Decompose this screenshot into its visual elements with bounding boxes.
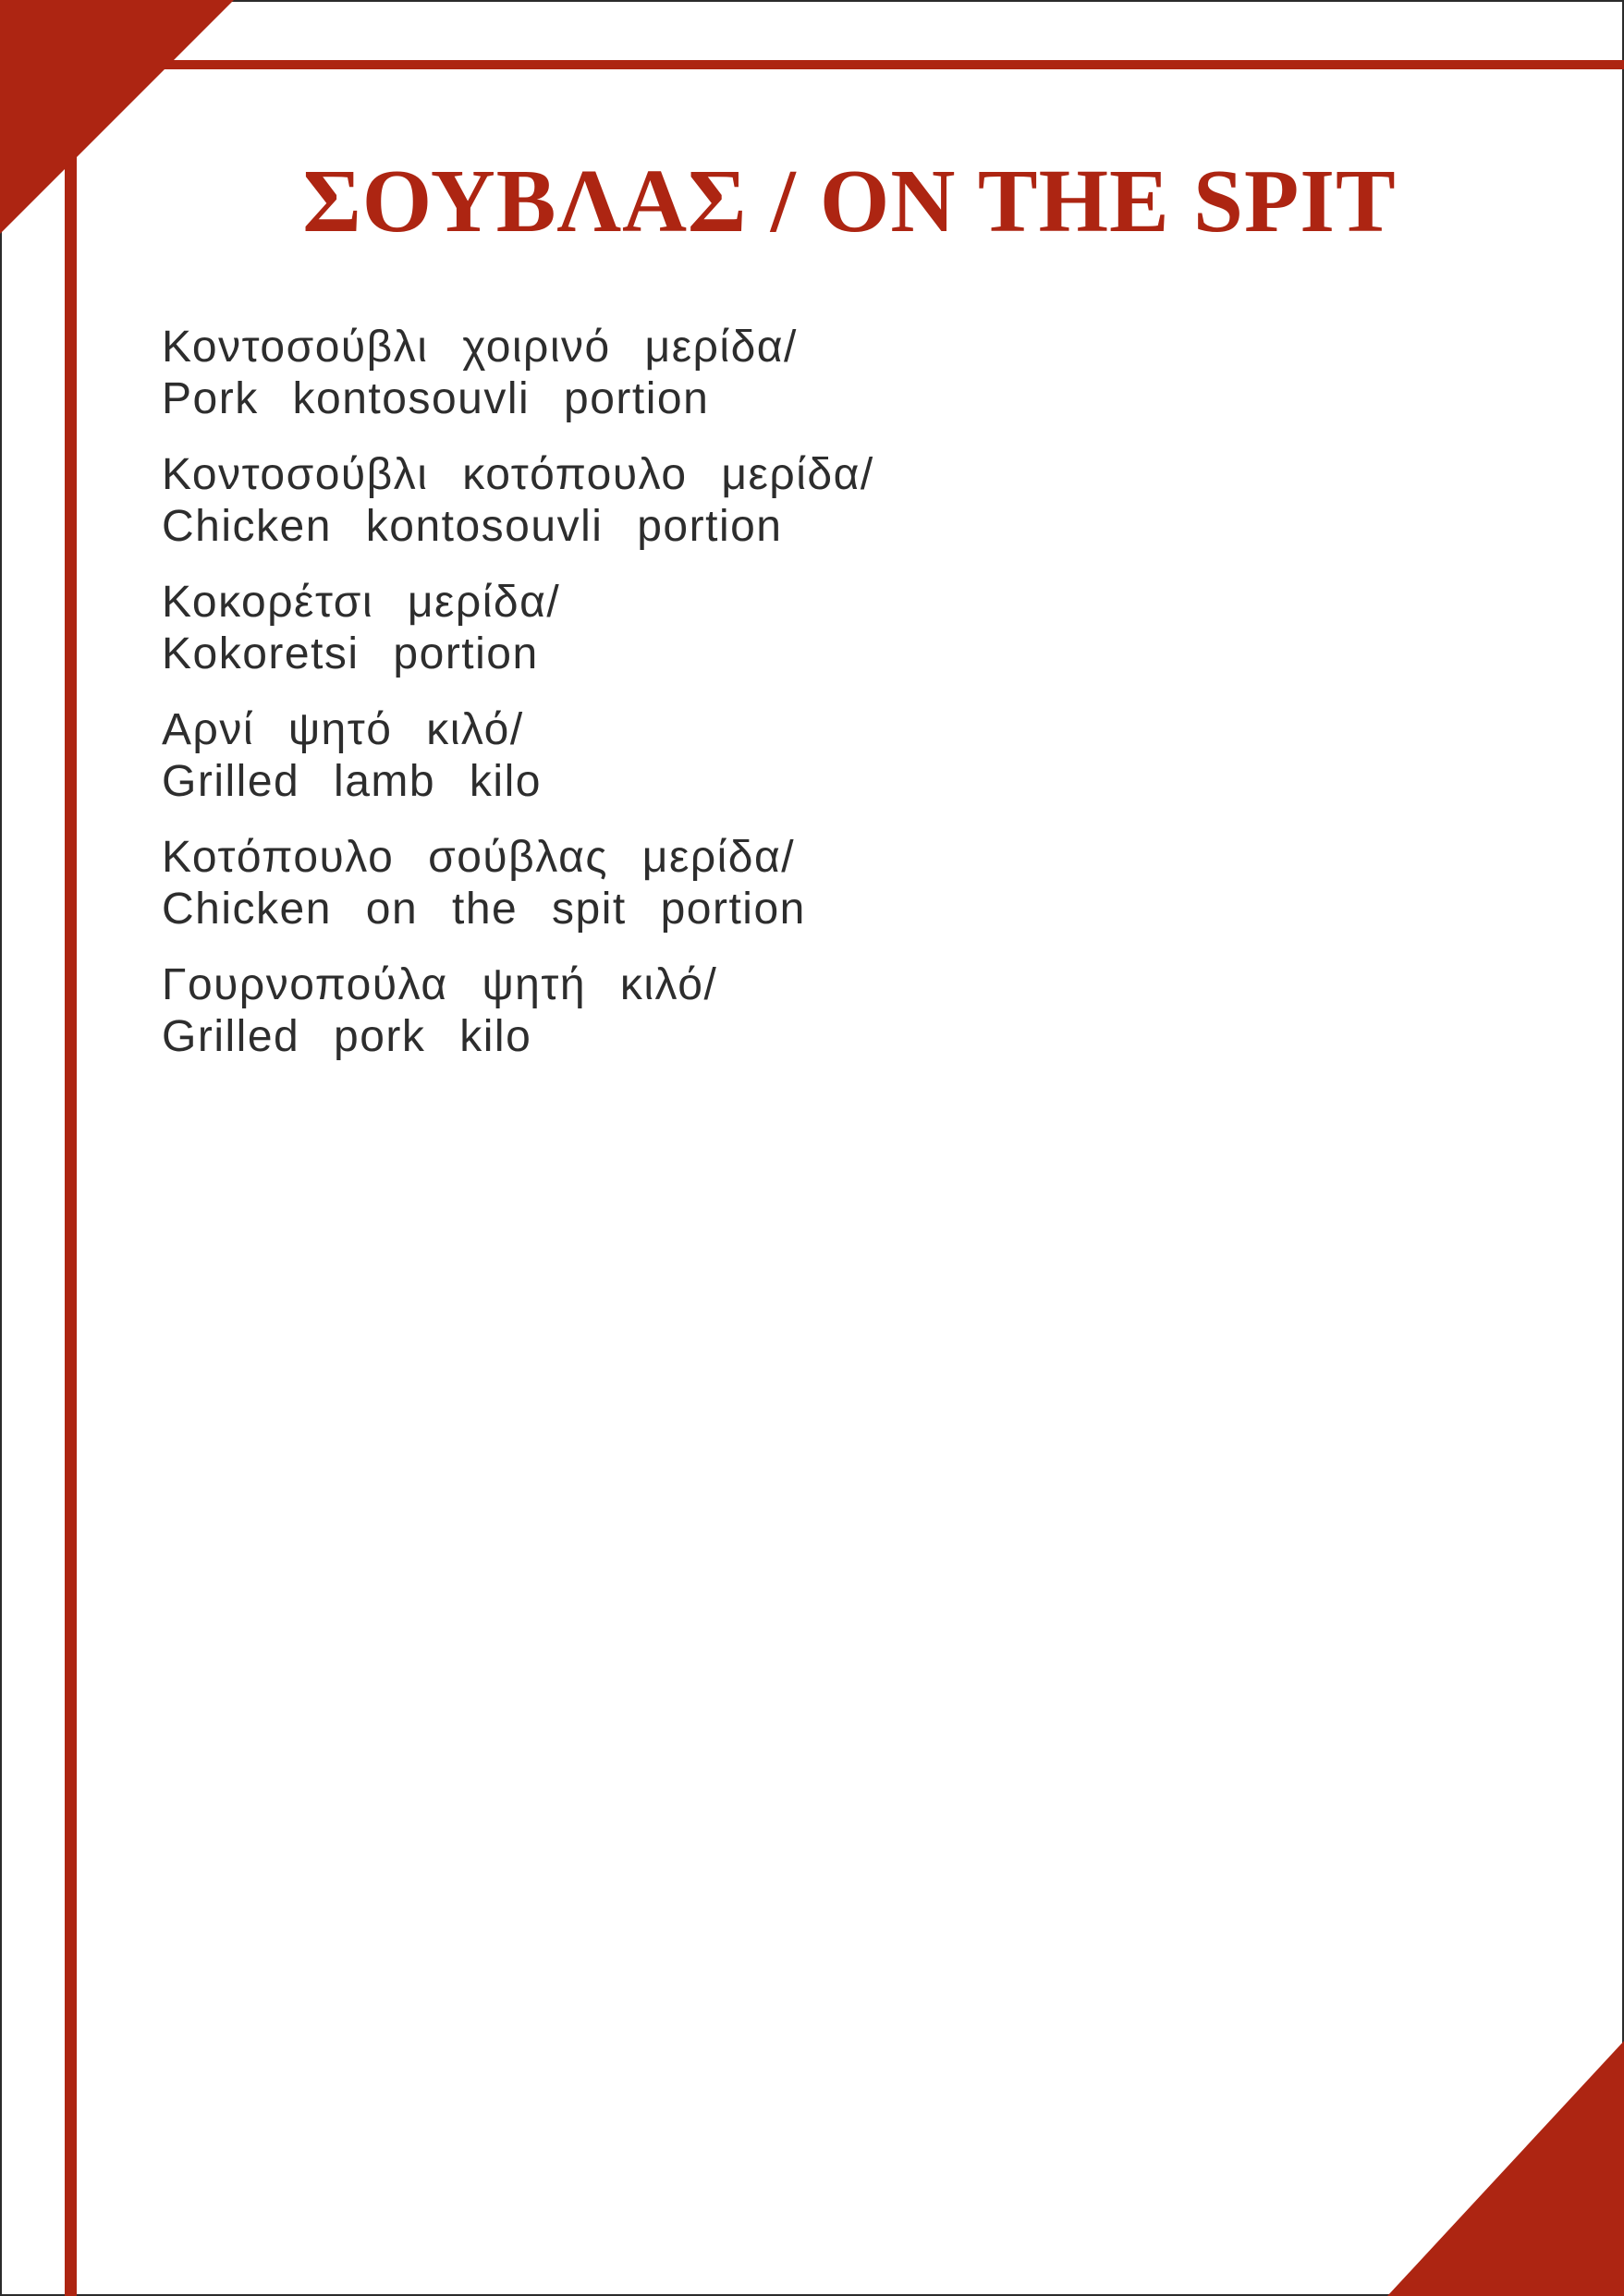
menu-item [162, 704, 1622, 808]
menu-item-greek: Κοντοσούβλι κοτόπουλο μερίδα/ [162, 450, 874, 499]
menu-item-english: Chicken kontosouvli portion [162, 502, 783, 551]
menu-item-english: Pork kontosouvli portion [162, 374, 710, 423]
page-title: ΣΟΥΒΛΑΣ / ON THE SPIT [302, 152, 1397, 250]
menu-item-english: Grilled pork kilo [162, 1012, 532, 1061]
menu-item-greek: Γουρνοπούλα ψητή κιλό/ [162, 960, 718, 1009]
menu-item-greek: Αρνί ψητό κιλό/ [162, 705, 524, 754]
menu-item-english: Grilled lamb kilo [162, 757, 542, 806]
menu-item [162, 322, 1622, 425]
menu-item [162, 832, 1622, 935]
menu-item-english: Kokoretsi portion [162, 629, 539, 678]
page-content [77, 0, 1622, 2296]
menu-item [162, 449, 1622, 553]
menu-item-greek: Κοκορέτσι μερίδα/ [162, 578, 561, 627]
menu-item [162, 577, 1622, 680]
menu-item-list [162, 322, 1622, 1063]
menu-item-greek: Κοτόπουλο σούβλας μερίδα/ [162, 833, 796, 882]
menu-item-greek: Κοντοσούβλι χοιρινό μερίδα/ [162, 323, 798, 372]
left-rule-line [65, 0, 77, 2296]
menu-item [162, 959, 1622, 1063]
menu-item-english: Chicken on the spit portion [162, 885, 806, 934]
